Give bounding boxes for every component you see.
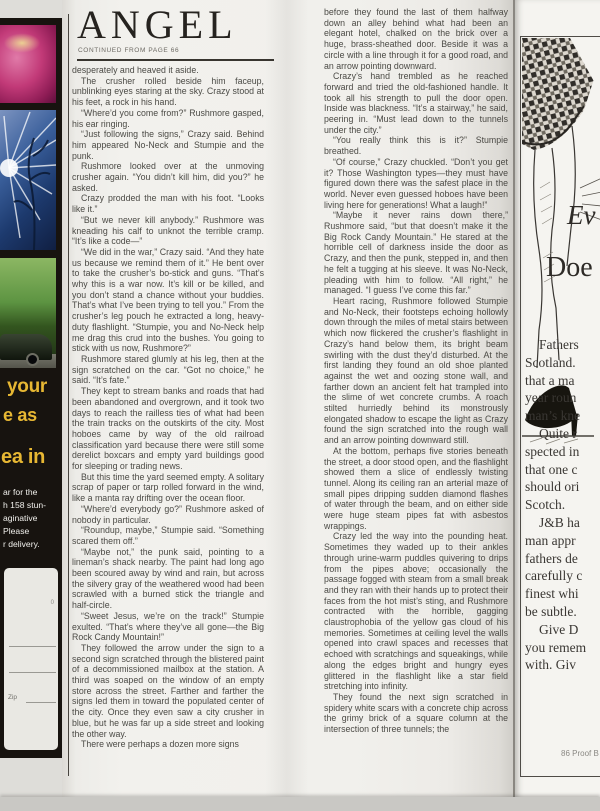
article-paragraph: “Where’d you come from?” Rushmore gasped, his ear ringing.	[72, 107, 264, 129]
ad-text-line-fragment: man’s kne	[525, 408, 581, 424]
article-paragraph: They kept to stream banks and roads that had been abandoned and overgrown, and it took two days to reach the railless ties of what had been the train tracks on the outskirts of the city. Most hoboes came by way of the old railroad classification yard because there were still some derelict boxcars and empty yard buildings good for sleeping or trading news.	[72, 386, 264, 472]
article-paragraph: They found the next sign scratched in spidery white scars with a concrete chip across the grimy brick of a square column at the intersection of three tunnels; the	[324, 692, 508, 735]
article-paragraph: “You really think this is it?” Stumpie breathed.	[324, 135, 508, 157]
ad-headline-fragment: Ev	[567, 200, 596, 230]
ad-text-line-fragment: Fathers	[539, 337, 579, 352]
ad-body-line-fragment: h 158 stun-	[3, 500, 46, 510]
ad-body-line-fragment: r delivery.	[3, 539, 40, 549]
ad-text-line-fragment: with. Giv	[525, 657, 577, 673]
ad-text-line-fragment: J&B ha	[539, 514, 580, 530]
article-title: ANGEL	[77, 2, 238, 47]
article-paragraph: The crusher rolled beside him faceup, unblinking eyes staring at the sky. Crazy stood at his feet, a rock in his hand.	[72, 75, 264, 108]
ad-text-line-fragment: carefully c	[525, 568, 583, 584]
coupon-zip-label: Zip	[8, 694, 18, 701]
article-paragraph: “We did in the war,” Crazy said. “And they hate us because we remind them of it.” He bent over to take the crusher’s bo-stick and guns. “That’s why this is a war now. It’s kill or be killed, and you don’t stand a chance without your buddies. That’s what I’ve been trying to tell you.” From the crusher’s leg pouch he extracted a long, heavy-duty flashlight. “Stumpie, you and No-Neck help me drag this crud into the bushes. You going to stick with us now, Rushmore?”	[72, 246, 264, 354]
sunburst-rays-graphic	[0, 110, 56, 250]
ad-body-line-fragment: Please	[3, 526, 30, 536]
ad-text-line-fragment: you remem	[525, 639, 587, 655]
article-page	[62, 0, 513, 797]
coupon-field-line	[9, 672, 56, 673]
ad-text-line-fragment: spected in	[525, 443, 580, 459]
article-paragraph: Crazy’s hand trembled as he reached forward and tried the old-fashioned handle. It took all his strength to pull the door open. Inside was blackness. “It’s a stairway,” he said, peering in. “Must lead down to the tunnels under the city.”	[324, 71, 508, 135]
ad-text-line-fragment: be subtle.	[525, 603, 577, 619]
ad-headline-fragment: your	[7, 376, 47, 397]
ad-text-line-fragment: man appr	[525, 532, 576, 548]
article-paragraph: “Sweet Jesus, we’re on the track!” Stumpie exulted. “That’s where they’ve all gone—the Big Rock Candy Mountain!”	[72, 610, 264, 643]
article-paragraph: “Of course,” Crazy chuckled. “Don’t you get it? Those Washington types—they must have figured down there was the safest place in the world. Never even guessed hoboes have been living here for generations! What a laugh!”	[324, 156, 508, 210]
header-rule	[77, 59, 274, 61]
ad-text-line-fragment: finest whi	[525, 586, 579, 602]
ad-body-fragments	[3, 486, 62, 551]
article-column-right	[324, 7, 508, 789]
ad-headline-fragment: ea in	[1, 446, 46, 468]
article-paragraph: But this time the yard seemed empty. A solitary scrap of paper or tarp rolled forward in the wind, like a manta ray drifting over the ocean floor.	[72, 471, 264, 504]
ad-headline-fragment: e as	[3, 405, 37, 425]
article-paragraph: “Maybe not,” the punk said, pointing to a lineman’s shack nearby. The paint had long ago been scoured away by wind and rain, but across the silvery gray of the weathered wood had been scrawled with a burned stick the triangle and half-circle.	[72, 546, 264, 611]
ad-text-line-fragment: that one c	[525, 461, 578, 477]
article-paragraph: Crazy prodded the man with his foot. “Looks like it.”	[72, 193, 264, 215]
article-paragraph: At the bottom, perhaps five stories beneath the street, a door stood open, and the flashlight showed them a slice of endlessly twisting tunnel. Along its ceiling ran an arterial maze of small pipes dripping sudden diamond flashes of water through the beam, and on either side were huge steam pipes fat with asbestos wrappings.	[324, 445, 508, 531]
ad-text-line-fragment: that a ma	[525, 372, 575, 388]
article-column-left	[72, 65, 264, 791]
article-paragraph: Rushmore stared glumly at his leg, then at the sign scratched on the car. “Got no choice,” he said. “It’s fate.”	[72, 353, 264, 386]
page-fold-shadow	[265, 0, 309, 797]
ad-text-line-fragment: year roun	[525, 390, 577, 406]
pink-model-photo	[0, 25, 56, 103]
article-paragraph: “Where’d everybody go?” Rushmore asked of nobody in particular.	[72, 503, 264, 525]
ad-body-text	[525, 336, 600, 674]
article-paragraph: Crazy led the way into the pounding heat. Sometimes they waded up to their ankles through urine-warm puddles quivering to drips from the pipes above; occasionally the passage fogged with steam from a small break and they ran with their hands up to protect their faces from the hot mist’s sting, and Rushmore contracted with the horrible, gagging claustrophobia of the yellow gas cloud of his memories. Sometimes at ceiling level the walls opened into crawl spaces and recesses that echoed with scratchings and squeakings, while along the edges bright and hungry eyes glittered in the flashlight like a star field stretching into infinity.	[324, 531, 508, 692]
car-on-road-photo	[0, 258, 56, 368]
article-paragraph: They followed the arrow under the sign to a second sign scratched through the blistered paint of a decommissioned mailbox at the station. A third was soaped on the window of an empty store across the street. Farther and farther the signs led them in toward the populated center of the city. Once they even saw a city crusher in blue, but he was far up a side street and looking the other way.	[72, 642, 264, 739]
article-paragraph: desperately and heaved it aside.	[72, 65, 199, 75]
sunburst-trees-photo	[0, 110, 56, 250]
article-paragraph: “But we never kill anybody.” Rushmore was kneading his calf to unknot the terrible cramp. “It’s like a code—”	[72, 214, 264, 247]
ad-text-line-fragment: Scotland.	[525, 354, 576, 370]
ad-text-line-fragment: Quite r	[539, 425, 577, 441]
car-wheel-graphic	[26, 353, 39, 366]
article-paragraph: “Roundup, maybe,” Stumpie said. “Something scared them off.”	[72, 525, 264, 546]
article-paragraph: “Just following the signs,” Crazy said. Behind him appeared No-Neck and Stumpie and the punk.	[72, 129, 264, 161]
next-page-edge	[513, 0, 600, 797]
ad-text-line-fragment: Give D	[539, 621, 579, 637]
column-rule	[68, 14, 69, 776]
article-paragraph: “Maybe it never rains down there,” Rushmore said, “but that doesn’t make it the Big Rock Candy Mountain.” He stared at the horrible cell of darkness inside the door as Crazy, and then the punk, stepped in, and then he felt a tugging at his sleeve. It was No-Neck, pleading with him to follow. “All right,” he managed. “I guess I’ve come this far.”	[324, 210, 508, 296]
continued-from-note: CONTINUED FROM PAGE 66	[78, 47, 180, 54]
coupon-field-line	[26, 702, 56, 703]
ad-headline-fragment: Doe	[546, 252, 593, 283]
article-paragraph: Heart racing, Rushmore followed Stumpie and No-Neck, their footsteps echoing hollowly down through the miles of metal stairs between which now flickered the crusher’s flashlight in Crazy’s hand below them, its bright beam swirling with the dust they’d disturbed. At the first landing they found an old shoe planted against the wet and oozing stone wall, and farther down an ancient felt hat trampled into the slime of wet concrete crumbs. A roach stilted hurriedly behind its monstrously elongated shadow to escape the light as Crazy found the sign scratched into the rough wall and an arrow pointing downward still.	[324, 295, 508, 446]
ad-text-line-fragment: Scotch.	[525, 497, 566, 513]
article-paragraph: There were perhaps a dozen more signs	[81, 739, 239, 750]
article-paragraph: Rushmore looked over at the unmoving crusher again. “You didn’t kill him, did you?” he asked.	[72, 161, 264, 193]
coupon-text-fragment: 0	[50, 600, 54, 606]
scan-bottom-edge	[0, 797, 600, 811]
article-paragraph: before they found the last of them halfway down an alley behind what had been an elegant hotel, chalked on the brick over a huge, brass-sheathed door. Beside it was a circle with a line through it for a good road, and an arrow pointing downward.	[324, 7, 508, 71]
coupon-field-line	[9, 646, 56, 647]
ad-text-line-fragment: should ori	[525, 479, 580, 495]
previous-page-edge	[0, 18, 62, 758]
proof-note-fragment: 86 Proof B	[561, 749, 599, 758]
ad-body-line-fragment: aginative	[3, 513, 38, 523]
ad-body-line-fragment: ar for the	[3, 487, 38, 497]
coupon-form	[4, 568, 58, 750]
ad-text-line-fragment: fathers de	[525, 550, 578, 566]
